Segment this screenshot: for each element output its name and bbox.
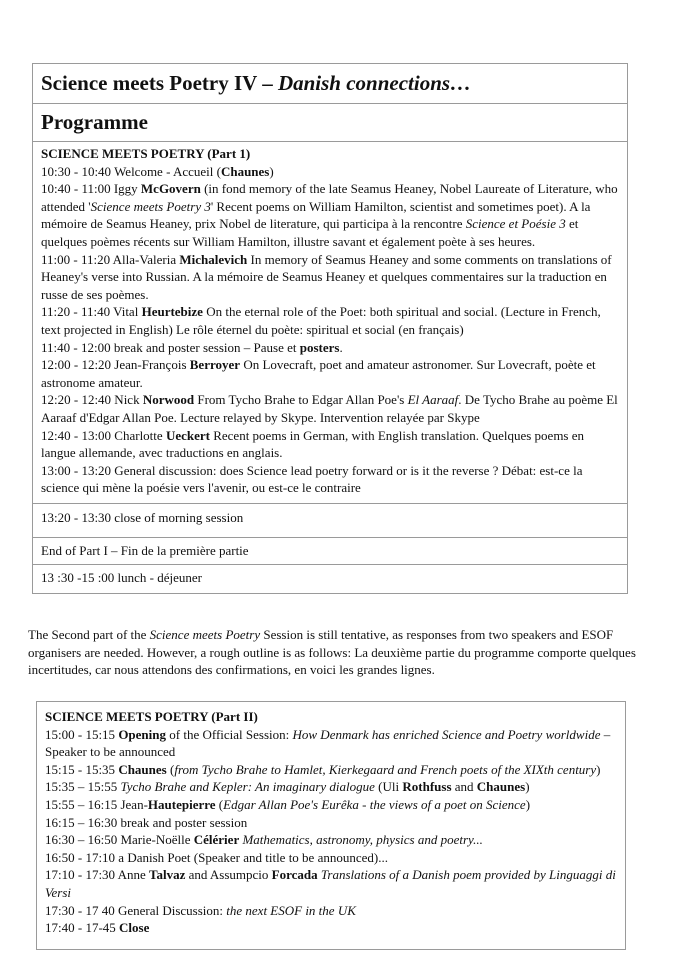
title-italic: Danish connections…	[277, 71, 472, 95]
programme-table	[32, 63, 628, 594]
session-danish-poet: 16:50 - 17:10 a Danish Poet (Speaker and title to be announced)...	[45, 849, 388, 865]
session-chaunes: 15:15 - 15:35 Chaunes (from Tycho Brahe to Hamlet, Kierkegaard and French poets of the XIXth century)	[45, 761, 601, 777]
session-opening: 15:00 - 15:15 Opening of the Official Session: How Denmark has enriched Science and Poetry worldwide – Speaker to be announced	[45, 726, 611, 760]
session-heurtebize: 11:20 - 11:40 Vital Heurtebize On the eternal role of the Poet: both spiritual and social. (Lecture in French, text projected in English) Le rôle éternel du poète: spiritual et social (en français)	[41, 304, 601, 337]
part2-heading: SCIENCE MEETS POETRY (Part II)	[45, 709, 258, 724]
session-tycho-kepler: 15:35 – 15:55 Tycho Brahe and Kepler: An imaginary dialogue (Uli Rothfuss and Chaunes)	[45, 779, 530, 795]
second-part-note: The Second part of the Science meets Poetry Session is still tentative, as responses from two speakers and ESOF organisers are needed. However, a rough outline is as follows: La deuxième partie du programme comporte quelques incertitudes, car nous attendons des confirmations, en voici les grandes lignes.	[28, 627, 636, 678]
title-main: Science meets Poetry IV –	[41, 71, 273, 95]
session-hautepierre: 15:55 – 16:15 Jean-Hautepierre (Edgar Allan Poe's Eurêka - the views of a poet on Science)	[45, 796, 531, 812]
programme-heading: Programme	[33, 104, 627, 142]
session-norwood: 12:20 - 12:40 Nick Norwood From Tycho Brahe to Edgar Allan Poe's El Aaraaf. De Tycho Brahe au poème El Aaraaf d'Edgar Allan Poe. Lecture relayed by Skype. Intervention relayée par Skype	[41, 392, 618, 425]
session-talvaz-forcada: 17:10 - 17:30 Anne Talvaz and Assumpcio Forcada Translations of a Danish poem provided by Linguaggi di Versi	[45, 867, 616, 900]
part1-heading: SCIENCE MEETS POETRY (Part 1)	[41, 146, 251, 161]
session-close: 17:40 - 17-45 Close	[45, 920, 150, 936]
session-break2: 16:15 – 16:30 break and poster session	[45, 814, 248, 830]
part2-box	[36, 701, 626, 950]
part1-section	[33, 142, 627, 504]
end-part1: End of Part I – Fin de la première partie	[33, 538, 627, 565]
session-mcgovern: 10:40 - 11:00 Iggy McGovern (in fond memory of the late Seamus Heaney, Nobel Laureate of Literature, who attended 'Science meets Poetry 3' Recent poems on William Hamilton, scientist and sometimes poet). A la mémoire de Seamus Heaney, prix Nobel de literature, qui participa à la rencontre Science et Poésie 3 et quelques poèmes récents sur William Hamilton, illustre savant et également poète à ses heures.	[41, 181, 618, 249]
page-title	[33, 64, 627, 104]
session-ueckert: 12:40 - 13:00 Charlotte Ueckert Recent poems in German, with English translation. Quelques poems en langue allemande, avec traductions en anglais.	[41, 427, 585, 461]
session-break: 11:40 - 12:00 break and poster session – Pause et posters.	[41, 339, 343, 355]
lunch: 13 :30 -15 :00 lunch - déjeuner	[41, 569, 203, 585]
session-discussion: 13:00 - 13:20 General discussion: does Science lead poetry forward or is it the reverse ? Débat: est-ce la science qui mène la poésie vers l'avenir, ou est-ce le contraire	[41, 462, 583, 496]
close-morning: 13:20 - 13:30 close of morning session	[33, 504, 627, 538]
session-welcome: 10:30 - 10:40 Welcome - Accueil (Chaunes)	[41, 163, 274, 179]
session-michalevich: 11:00 - 11:20 Alla-Valeria Michalevich In memory of Seamus Heaney and some comments on translations of Heaney's verse into Russian. A la mémoire de Seamus Heaney et quelques commentaires sur la traduction en russe de ses poèmes.	[41, 251, 612, 302]
session-berroyer: 12:00 - 12:20 Jean-François Berroyer On Lovecraft, poet and amateur astronomer. Sur Lovecraft, poète et astronome amateur.	[41, 357, 596, 390]
session-general-discussion: 17:30 - 17 40 General Discussion: the next ESOF in the UK	[45, 902, 356, 918]
session-celerier: 16:30 – 16:50 Marie-Noëlle Célérier Mathematics, astronomy, physics and poetry...	[45, 832, 483, 848]
